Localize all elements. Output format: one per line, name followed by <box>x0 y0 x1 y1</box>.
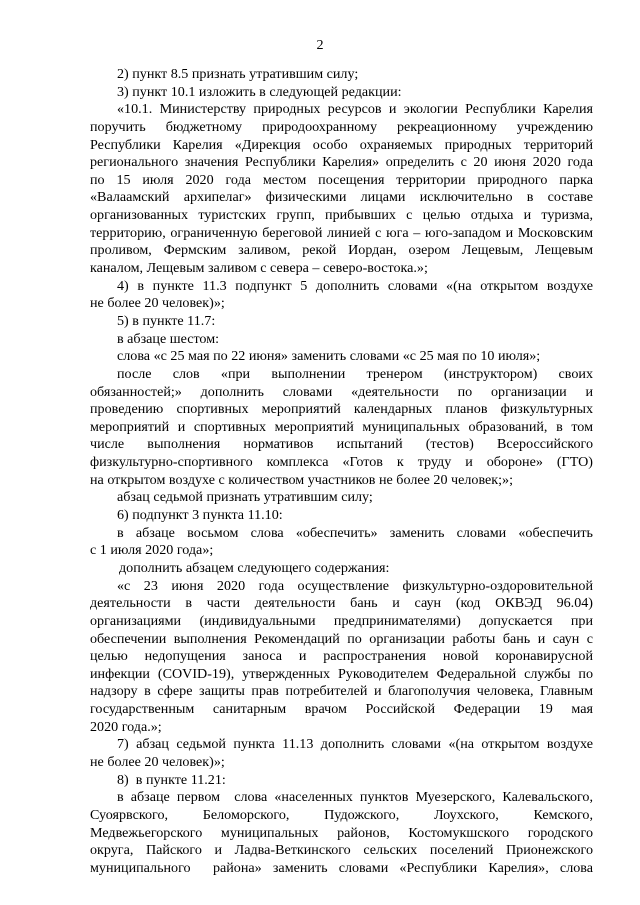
text-line: мероприятий и спортивных мероприятий муниципальных образований, в том <box>90 418 593 435</box>
text-line: поручить бюджетному природоохранному рекреационному учреждению <box>90 118 593 135</box>
text-line: организациями (индивидуальными предпринимателями) допускается при <box>90 612 593 629</box>
text-line: 4) в пункте 11.3 подпункт 5 дополнить словами «(на открытом воздухе <box>117 277 593 294</box>
text-line: Республики Карелия «Дирекция особо охраняемых природных территорий <box>90 136 593 153</box>
text-line: обеспечении выполнения Рекомендаций по организации работы бань и саун с <box>90 630 593 647</box>
text-line: каналом, Лещевым заливом с севера – северо-востока.»; <box>90 260 428 277</box>
text-line: 7) абзац седьмой пункта 11.13 дополнить словами «(на открытом воздухе <box>117 736 593 753</box>
text-line: по 15 июля 2020 года местом посещения территории природного парка <box>90 171 593 188</box>
text-line: числе выполнения нормативов испытаний (тестов) Всероссийского <box>90 436 593 453</box>
text-line: «с 23 июня 2020 года осуществление физкультурно-оздоровительной <box>117 577 593 594</box>
text-line: «10.1. Министерству природных ресурсов и экологии Республики Карелия <box>117 101 593 118</box>
text-line: организованных туристских групп, прибывших с целью отдыха и туризма, <box>90 207 593 224</box>
text-line: надзору в сфере защиты прав потребителей и благополучия человека, Главным <box>90 683 593 700</box>
text-line: после слов «при выполнении тренером (инструктором) своих <box>117 365 593 382</box>
text-line: территорию, ограниченную береговой линией с юга – юго-западом и Московским <box>90 224 593 241</box>
text-line: Медвежьегорского муниципальных районов, Костомукшского городского <box>90 824 593 841</box>
text-line: деятельности в части деятельности бань и саун (код ОКВЭД 96.04) <box>90 595 593 612</box>
text-line: в абзаце шестом: <box>117 330 220 347</box>
text-line: абзац седьмой признать утратившим силу; <box>117 489 373 506</box>
text-line: инфекции (COVID-19), утвержденных Руководителем Федеральной службы по <box>90 665 593 682</box>
text-line: 2) пункт 8.5 признать утратившим силу; <box>117 66 359 82</box>
text-line: 6) подпункт 3 пункта 11.10: <box>117 507 283 524</box>
text-line: обязанностей;» дополнить словами «деятельности по организации и <box>90 383 593 400</box>
text-line: не более 20 человек)»; <box>90 295 225 312</box>
page-number: 2 <box>316 37 324 53</box>
text-line: слова «с 25 мая по 22 июня» заменить словами «с 25 мая по 10 июля»; <box>117 348 541 365</box>
text-line: 3) пункт 10.1 изложить в следующей редакции: <box>117 83 402 100</box>
text-line: на открытом воздухе с количеством участников не более 20 человек;»; <box>90 471 514 488</box>
text-line: не более 20 человек)»; <box>90 753 225 770</box>
text-line: целью недопущения заноса и распространения новой коронавирусной <box>90 648 593 665</box>
document-body <box>90 66 593 877</box>
text-line: 8) в пункте 11.21: <box>117 771 226 788</box>
text-line: «Валаамский архипелаг» физическими лицами исключительно в составе <box>90 189 593 206</box>
text-line: 2020 года.»; <box>90 718 162 735</box>
text-line: в абзаце восьмом слова «обеспечить» заменить словами «обеспечить <box>117 524 593 541</box>
text-line: проливом, Фермским заливом, рекой Иордан, озером Лещевым, Лещевым <box>90 242 593 259</box>
text-line: проведению спортивных мероприятий календарных планов физкультурных <box>90 401 593 418</box>
text-line: физкультурно-спортивного комплекса «Готов к труду и обороне» (ГТО) <box>90 454 593 471</box>
text-line: дополнить абзацем следующего содержания: <box>119 559 390 576</box>
text-line: округа, Пайского и Ладва-Веткинского сельских поселений Прионежского <box>90 842 593 859</box>
text-line: муниципального района» заменить словами «Республики Карелия», слова <box>90 859 593 876</box>
text-line: с 1 июля 2020 года»; <box>90 542 214 559</box>
text-line: регионального значения Республики Карелия» определить с 20 июня 2020 года <box>90 154 593 171</box>
text-line: Суоярвского, Беломорского, Пудожского, Лоухского, Кемского, <box>90 806 593 823</box>
text-line: 5) в пункте 11.7: <box>117 312 216 329</box>
text-line: государственным санитарным врачом Российской Федерации 19 мая <box>90 701 593 718</box>
text-line: в абзаце первом слова «населенных пунктов Муезерского, Калевальского, <box>117 789 593 806</box>
